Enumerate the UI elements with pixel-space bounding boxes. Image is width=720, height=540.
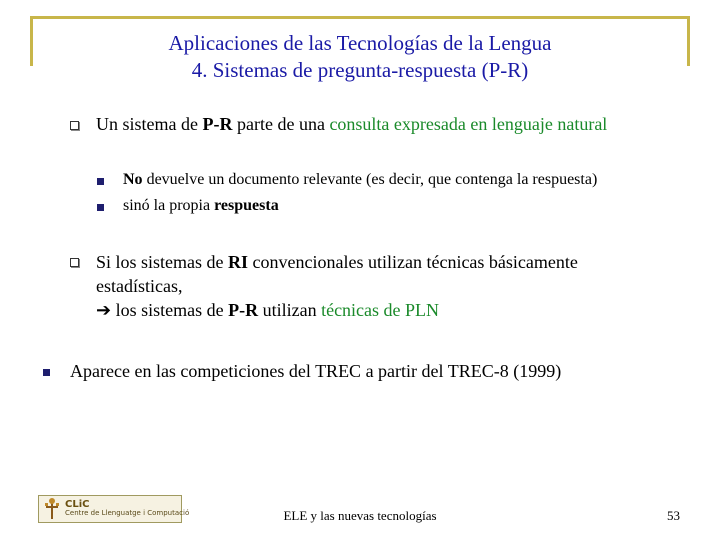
slide-title	[0, 30, 720, 84]
clic-logo-text: CLiC Centre de Llenguatge i Computació	[65, 499, 190, 517]
sub-bullet-1-text: No devuelve un documento relevante (es decir, que contenga la respuesta)	[123, 171, 598, 188]
hollow-square-bullet-icon	[70, 121, 79, 130]
bullet-2-text: Si los sistemas de RI convencionales utilizan técnicas básicamente estadísticas, ➔ los sistemas de P-R utilizan técnicas de PLN	[96, 252, 578, 320]
clic-logo-icon	[43, 497, 61, 521]
bullet-3-text: Aparece en las competiciones del TREC a partir del TREC-8 (1999)	[70, 361, 562, 381]
title-line-2: 4. Sistemas de pregunta-respuesta (P-R)	[191, 58, 529, 82]
solid-square-bullet-icon	[43, 369, 50, 376]
title-line-1: Aplicaciones de las Tecnologías de la Lengua	[168, 31, 552, 55]
bullet-1-text: Un sistema de P-R parte de una consulta expresada en lenguaje natural	[96, 114, 608, 134]
title-frame-top	[30, 16, 690, 19]
solid-square-bullet-icon	[97, 178, 104, 185]
footer-title: ELE y las nuevas tecnologías	[283, 508, 437, 523]
right-arrow-icon: ➔	[96, 300, 112, 320]
sub-bullet-2-text: sinó la propia respuesta	[123, 197, 279, 214]
page-number: 53	[667, 508, 680, 523]
clic-logo	[38, 495, 190, 523]
solid-square-bullet-icon	[97, 204, 104, 211]
hollow-square-bullet-icon	[70, 258, 79, 267]
